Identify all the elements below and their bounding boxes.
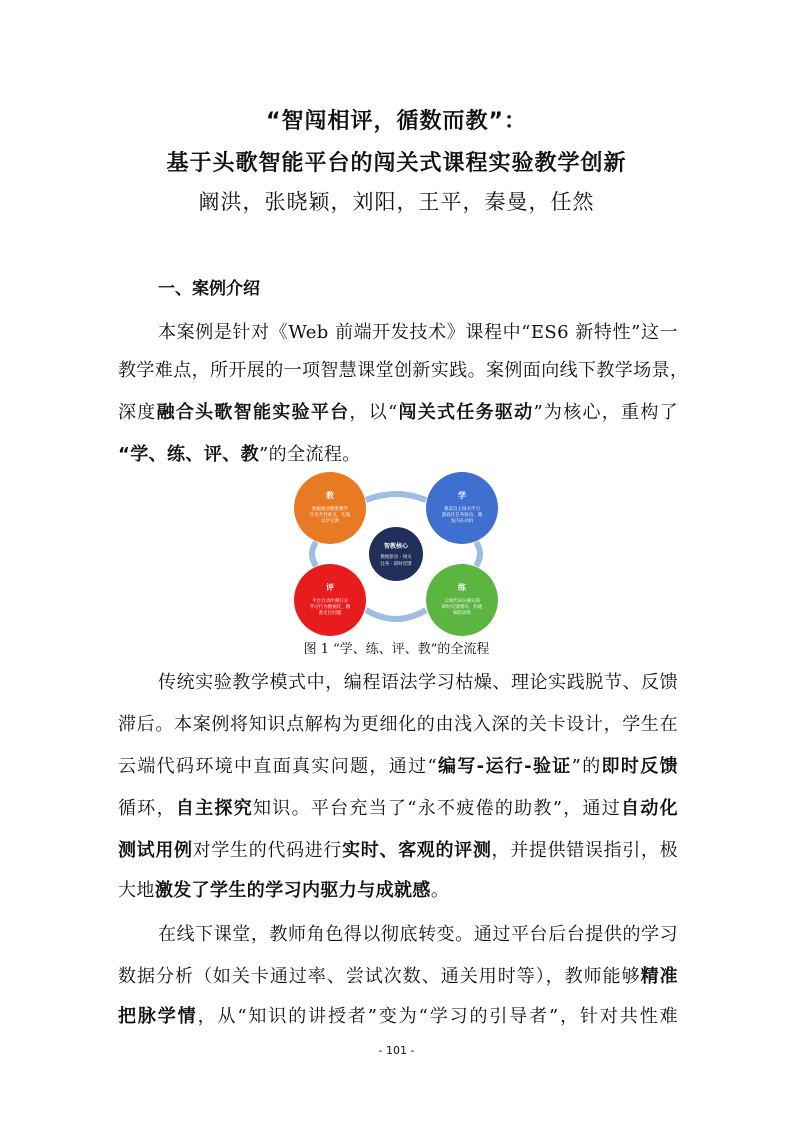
emphasis-text: 融合头歌智能实验平台 [156, 402, 350, 423]
text-run: 云端代码环境中直面真实问题，通过“ [118, 756, 438, 777]
text-run: 大地 [118, 880, 155, 901]
page-number: - 101 - [378, 1044, 415, 1057]
document-title-line-2: 基于头歌智能平台的闯关式课程实验教学创新 [166, 151, 627, 176]
paragraph-1-line-4 [118, 440, 678, 466]
svg-text:即时反馈循环，构建: 即时反馈循环，构建 [441, 605, 483, 610]
emphasis-text: 把脉学情 [118, 1006, 198, 1027]
svg-text:平台自动评测打分: 平台自动评测打分 [312, 599, 348, 604]
emphasis-text: 激发了学生的学习内驱力与成就感 [154, 880, 431, 901]
svg-text:课前自主闯关学习: 课前自主闯关学习 [444, 507, 480, 512]
paragraph-3-line-3 [118, 1002, 678, 1028]
text-run: ，以“ [349, 402, 398, 423]
paragraph-2-line-3 [118, 752, 678, 778]
svg-text:准定位问题: 准定位问题 [318, 611, 342, 616]
author-list: 阚洪，张晓颖，刘阳，王平，秦曼，任然 [198, 190, 595, 214]
paragraph-2-line-1: 传统实验教学模式中，编程语法学习枯燥、理论实践脱节、反馈 [158, 672, 678, 693]
center-title: 智教核心 [383, 543, 409, 550]
text-run: ，并提供错误指引，极 [491, 840, 678, 861]
node-practice [426, 564, 498, 636]
paragraph-1-line-2: 教学难点，所开展的一项智慧课堂创新实践。案例面向线下教学场景， [118, 360, 689, 381]
section-heading: 一、案例介绍 [158, 279, 260, 299]
text-run: ，从“知识的讲授者”变为“学习的引导者”，针对共性难 [197, 1006, 678, 1027]
node-practice-label: 练 [458, 583, 466, 592]
emphasis-text: 即时反馈 [601, 756, 678, 777]
text-run: 。 [430, 880, 450, 901]
arc-arrow-left [312, 542, 316, 566]
text-run: ”为核心，重构了 [533, 402, 679, 423]
svg-text:数据驱动精准教学: 数据驱动精准教学 [312, 507, 348, 512]
workflow-figure [288, 470, 504, 638]
arc-arrow-top [366, 494, 426, 500]
svg-text:以学定教: 以学定教 [321, 519, 339, 524]
emphasis-text: 闯关式任务驱动 [397, 402, 534, 423]
emphasis-text: 编写-运行-验证 [437, 756, 572, 777]
emphasis-text: 学、练、评、教 [130, 444, 260, 465]
node-learn-label: 学 [458, 491, 466, 500]
paragraph-2-line-2: 滞后。本案例将知识点解构为更细化的由浅入深的关卡设计，学生在 [118, 714, 678, 735]
text-run: 知识。平台充当了“永不疲倦的助教”，通过 [253, 798, 622, 819]
node-eval [294, 564, 366, 636]
svg-text:数据驱动 · 闯关: 数据驱动 · 闯关 [380, 555, 412, 560]
center-core [369, 527, 423, 581]
workflow-diagram [288, 470, 504, 638]
paragraph-2-line-4 [118, 794, 678, 820]
text-run: ”的 [571, 756, 602, 777]
node-teach-label: 教 [326, 491, 334, 500]
paragraph-3-line-2 [118, 962, 678, 988]
text-run: 深度 [118, 402, 157, 423]
svg-text:发内在动机: 发内在动机 [450, 519, 474, 524]
figure-caption: 图 1 “学、练、评、教”的全流程 [303, 642, 490, 657]
arc-arrow-right [476, 542, 480, 566]
paragraph-3-line-1: 在线下课堂，教师角色得以彻底转变。通过平台后台提供的学习 [158, 924, 678, 945]
node-learn [426, 472, 498, 544]
svg-text:编程思维: 编程思维 [453, 611, 471, 616]
emphasis-text: 测试用例 [118, 840, 193, 861]
svg-text:游戏化任务驱动，激: 游戏化任务驱动，激 [441, 513, 483, 518]
text-run: 循环， [118, 798, 176, 819]
text-run: 数据分析（如关卡通过率、尝试次数、通关用时等），教师能够 [118, 966, 641, 987]
text-run: ”的全流程。 [259, 444, 361, 465]
document-title-line-1: “智闯相评，循数而教”： [266, 109, 527, 134]
paragraph-1-line-3 [118, 398, 678, 424]
svg-text:针对共性难点，实施: 针对共性难点，实施 [309, 513, 351, 518]
arc-arrow-bottom [366, 610, 426, 619]
text-run: 对学生的代码进行 [192, 840, 343, 861]
paragraph-2-line-5 [118, 836, 678, 862]
emphasis-text: 精准 [640, 966, 678, 987]
emphasis-text: 实时、客观的评测 [342, 840, 492, 861]
svg-text:云端代码实操实践: 云端代码实操实践 [444, 599, 480, 604]
svg-text:任务 · 即时反馈: 任务 · 即时反馈 [380, 562, 412, 567]
node-eval-label: 评 [326, 583, 334, 592]
emphasis-text: 自主探究 [175, 798, 253, 819]
svg-text:学习行为数据化，精: 学习行为数据化，精 [309, 605, 351, 610]
paragraph-2-line-6 [118, 876, 678, 902]
paragraph-1-line-1: 本案例是针对《Web 前端开发技术》课程中“ES6 新特性”这一 [158, 322, 678, 343]
emphasis-text: “ [118, 444, 131, 465]
node-teach [294, 472, 366, 544]
emphasis-text: 自动化 [621, 798, 679, 819]
